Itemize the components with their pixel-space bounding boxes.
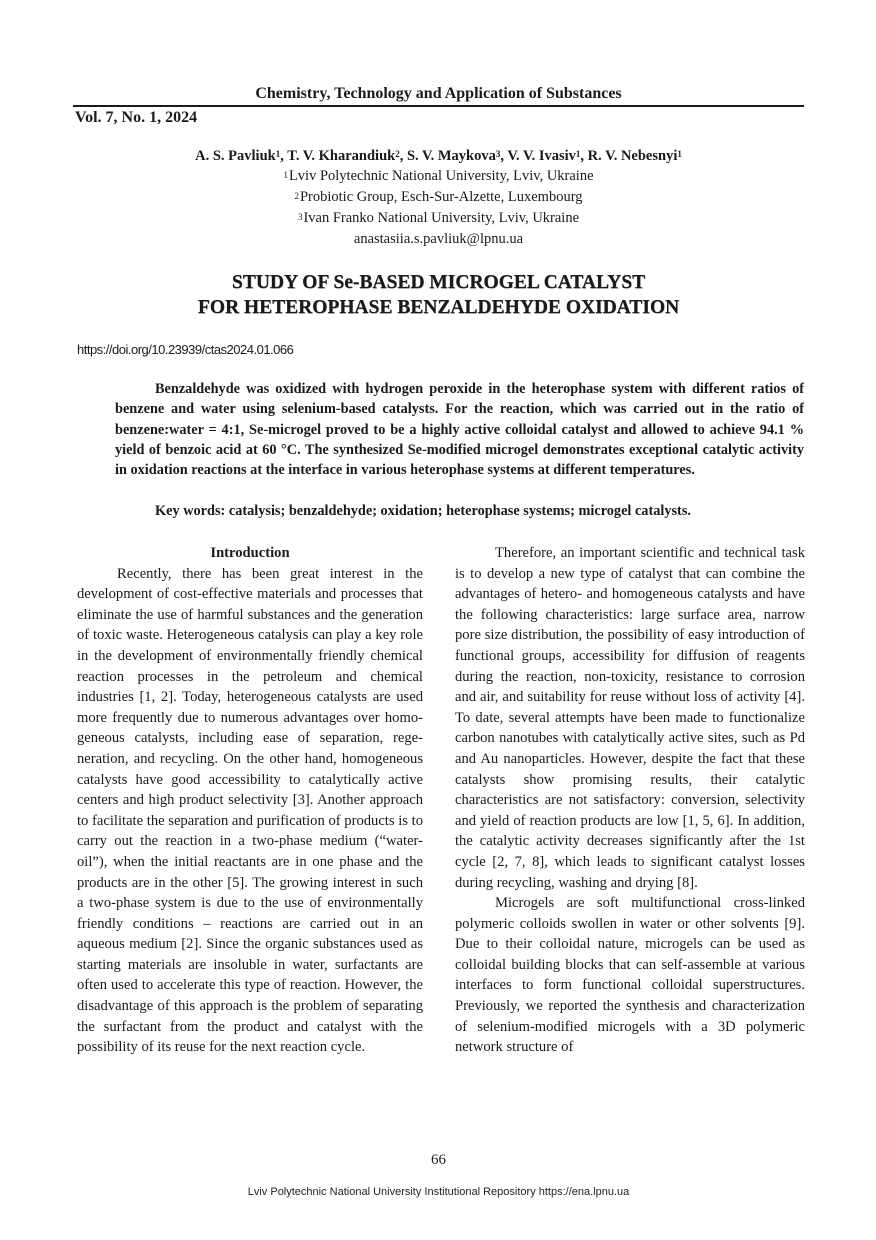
author: S. V. Maykova$^3$,	[406, 148, 508, 164]
author: R. V. Nebesnyi$^1$	[587, 148, 682, 164]
keywords: Key words: catalysis; benzaldehyde; oxidation; heterophase systems; microgel catalysts.	[155, 503, 691, 519]
header-rule-divider	[73, 105, 804, 107]
affiliation: $^3$Ivan Franko National University, Lviv, Ukraine	[297, 210, 580, 226]
paper-title	[73, 270, 804, 320]
affiliation: $^2$Probiotic Group, Esch-Sur-Alzette, Luxembourg	[294, 189, 583, 205]
author: T. V. Kharandiuk$^2$,	[287, 148, 407, 164]
author-list	[73, 146, 804, 166]
body-column-left	[77, 543, 423, 1058]
section-heading-introduction: Introduction	[210, 545, 290, 561]
body-column-right	[455, 543, 805, 1058]
repository-footer: Lviv Polytechnic National University Institutional Repository https://ena.lpnu.ua	[247, 1186, 630, 1198]
paper-title-line: STUDY OF Se-BASED MICROGEL CATALYST	[231, 272, 646, 293]
volume-issue: Vol. 7, No. 1, 2024	[75, 109, 198, 126]
abstract: Benzaldehyde was oxidized with hydrogen peroxide in the heterophase system with different ratios of benzene and water using selenium-based catalysts. For the reaction, which was carried out in the ratio of benzene:water = 4:1, Se-microgel proved to be a highly active colloidal catalyst and allowed to achieve 94.1 % yield of benzoic acid at 60 °C. The synthesized Se-modified microgel demonstrates exceptional catalytic activity in oxidation reactions at the interface in various heterophase systems at different temperatures.	[115, 381, 804, 479]
affiliation: $^1$Lviv Polytechnic National University, Lviv, Ukraine	[283, 168, 594, 184]
journal-title: Chemistry, Technology and Application of Substances	[255, 85, 622, 102]
body-paragraph: Therefore, an important scientific and technical task is to develop a new type of catalyst that can combine the advantages of hetero- and homogeneous catalysts and have the following characteristics: large surface area, narrow pore size distribution, the possibility of easy introduction of functional groups, accessibility for diffusion of reagents during the reaction, non-toxicity, resistance to corrosion and air, and suitability for reuse without loss of activity [4]. To date, several attempts have been made to functionalize carbon nanotubes with catalytically active sites, such as Pd and Au nanoparticles. However, despite the fact that these catalysts show promising results, their catalytic characteristics are not satisfactory: conversion, selectivity and yield of reaction products are low [1, 5, 6]. In addition, the catalytic activity decreases significantly after the 1st cycle [2, 7, 8], which leads to significant catalyst losses during recycling, washing and drying [8].	[455, 545, 805, 891]
author: V. V. Ivasiv$^1$,	[507, 148, 588, 164]
body-paragraph: Recently, there has been great interest in the development of cost-effective materials and processes that eliminate the use of harmful substances and the generation of toxic waste. Heterogeneous catalysis can play a key role in the development of environmentally friendly chemical reaction processes in the petroleum and chemical industries [1, 2]. Today, heterogeneous catalysts are used more frequently due to numerous advantages over homogeneous catalysts, including ease of separation, regeneration, and recycling. On the other hand, homogeneous catalysts have good accessibility to catalytically active centers and high product selectivity [3]. Another approach to facilitate the separation and purification of products is to carry out the reaction in a two-phase medium (“water-oil”), when the initial reactants are in one phase and the products are in the other [5]. The growing interest in such a two-phase system is due to the use of environmentally friendly conditions – reactions are carried out in an aqueous medium [2]. Since the organic substances used as starting materials are insoluble in water, surfactants are often used to accelerate this type of reaction. However, the disadvantage of this approach is the problem of separating the surfactant from the product and catalyst with the possibility of its reuse for the next reaction cycle.	[77, 565, 423, 1056]
author: A. S. Pavliuk$^1$,	[195, 148, 288, 164]
paper-title-line: FOR HETEROPHASE BENZALDEHYDE OXIDATION	[197, 297, 680, 318]
corresponding-email[interactable]: anastasiia.s.pavliuk@lpnu.ua	[353, 231, 524, 247]
body-paragraph: Microgels are soft multifunctional cross-linked polymeric colloids swollen in water or other solvents [9]. Due to their colloidal nature, microgels can be used as colloidal building blocks that can self-assemble at various interfaces to form functional colloidal superstructures. Previously, we reported the synthesis and characterization of selenium-modified microgels with a 3D polymeric network structure of	[455, 895, 805, 1056]
doi-link[interactable]: https://doi.org/10.23939/ctas2024.01.066	[77, 342, 294, 357]
page-number: 66	[431, 1152, 446, 1168]
